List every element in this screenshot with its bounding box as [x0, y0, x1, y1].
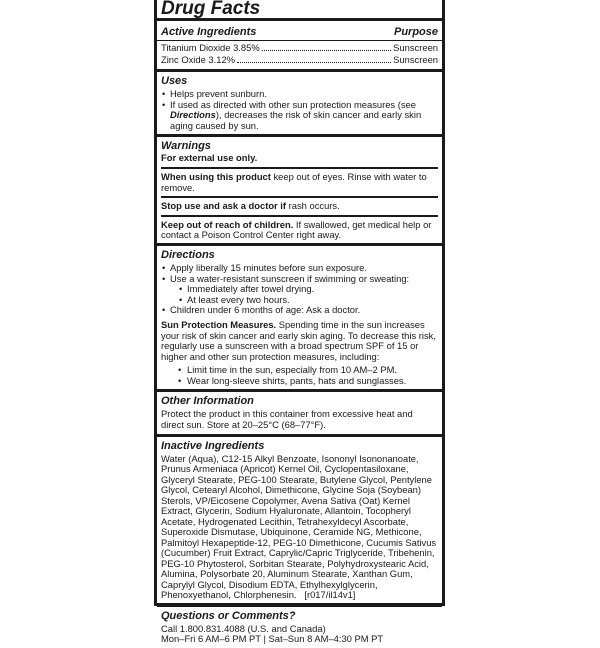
directions-subitem: • Immediately after towel drying. — [161, 284, 438, 295]
active-ingredient-row — [161, 54, 438, 66]
divider — [161, 167, 438, 169]
when-using-text: When using this product keep out of eyes. Rinse with water to remove. — [161, 170, 427, 193]
directions-heading: Directions — [161, 248, 215, 261]
other-information-heading: Other Information — [161, 395, 254, 408]
uses-item: • Helps prevent sunburn. — [161, 89, 438, 100]
active-ingredients-heading: Active Ingredients — [161, 26, 257, 38]
inactive-ingredients-text: Water (Aqua), C12-15 Alkyl Benzoate, Isononyl Isononanoate, Prunus Armeniaca (Apricot) Kernel Oil, Cyclopentasiloxane, Glyceryl Stearate, PEG-100 Stearate, Butylene Glycol, Pentylene Glycol, Cetearyl Alcohol, Dimethicone, Glycine Soja (Soybean) Sterols, VP/Eicosene Copolymer, Avena Sativa (Oat) Kernel Extract, Glycerin, Sodium Hyaluronate, Allantoin, Tocopheryl Acetate, Hydrogenated Lecithin, Tetrahexyldecyl Ascorbate, Superoxide Dismutase, Ubiquinone, Ceramide NG, Methicone, Palmitoyl Hexapeptide-12, PEG-10 Dimethicone, Cucumis Sativus (Cucumber) Fruit Extract, Caprylic/Capric Triglyceride, Tribehenin, PEG-10 Phytosterol, Sorbitan Stearate, Polyhydroxystearic Acid, Alumina, Polysorbate 20, Aluminum Stearate, Xanthan Gum, Caprylyl Glycol, Disodium EDTA, Ethylhexylglycerin, Phenoxyethanol, Chlorphenesin. [r017/il14v1] — [161, 452, 437, 601]
active-ingredients-section — [157, 21, 442, 69]
inactive-ingredients-section — [157, 437, 442, 604]
directions-section — [157, 246, 442, 390]
label-code: [r017/il14v1] — [304, 589, 356, 601]
drug-facts-panel — [154, 0, 445, 645]
directions-item: • Use a water-resistant sunscreen if swimming or sweating: — [161, 274, 438, 285]
uses-heading: Uses — [161, 75, 188, 87]
divider — [161, 196, 438, 198]
uses-section — [157, 72, 442, 134]
directions-item: • Children under 6 months of age: Ask a doctor. — [161, 305, 438, 316]
sun-protection-item: • Wear long-sleeve shirts, pants, hats and sunglasses. — [161, 376, 438, 387]
phone-text: Call 1.800.831.4088 (U.S. and Canada) — [161, 622, 326, 634]
other-information-section — [157, 392, 442, 433]
directions-item: • Apply liberally 15 minutes before sun exposure. — [161, 263, 438, 274]
divider — [161, 215, 438, 217]
questions-section — [157, 607, 442, 648]
questions-heading: Questions or Comments? — [161, 609, 296, 622]
external-use-text: For external use only. — [161, 152, 258, 164]
divider — [157, 40, 442, 41]
sun-protection-text: Sun Protection Measures. Spending time in the sun increases your risk of skin cancer and early skin aging. To decrease this risk, regularly use a sunscreen with a broad spectrum SPF of 15 or higher and other sun protection measures, including: — [161, 318, 436, 362]
directions-subitem: • At least every two hours. — [161, 295, 438, 306]
warnings-heading: Warnings — [161, 140, 211, 153]
drug-facts-title: Drug Facts — [161, 0, 261, 19]
purpose-heading: Purpose — [393, 26, 438, 38]
sun-protection-item: • Limit time in the sun, especially from 10 AM–2 PM. — [161, 365, 438, 376]
uses-item: • If used as directed with other sun protection measures (see Directions), decreases the risk of skin cancer and early skin aging caused by sun. — [161, 100, 438, 132]
stop-use-text: Stop use and ask a doctor if rash occurs. — [161, 200, 340, 212]
other-information-text: Protect the product in this container from excessive heat and direct sun. Store at 20–25°C (68–77°F). — [161, 408, 413, 431]
keep-out-text: Keep out of reach of children. If swallowed, get medical help or contact a Poison Control Center right away. — [161, 218, 432, 241]
ingredient-purpose: Sunscreen — [393, 54, 438, 65]
inactive-ingredients-heading: Inactive Ingredients — [161, 439, 265, 452]
hours-text: Mon–Fri 6 AM–6 PM PT | Sat–Sun 8 AM–4:30 PM PT — [161, 633, 384, 645]
ingredient-name: Zinc Oxide 3.12% — [161, 54, 235, 65]
ingredient-purpose: Sunscreen — [393, 42, 438, 53]
active-ingredient-row — [161, 42, 438, 54]
ingredient-name: Titanium Dioxide 3.85% — [161, 42, 260, 53]
warnings-section — [157, 137, 442, 243]
